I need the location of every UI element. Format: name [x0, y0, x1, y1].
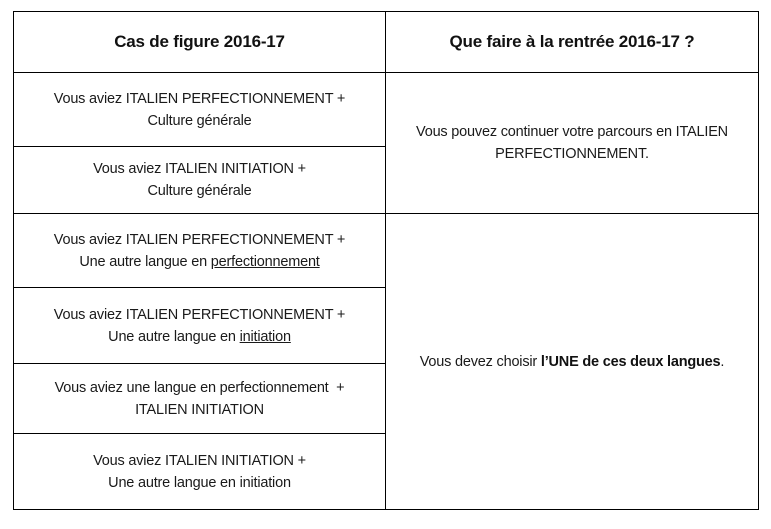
- case-cell-4: [14, 288, 386, 364]
- answer-cell-choose: [386, 214, 759, 510]
- case-3-line-2-underlined: perfectionnement: [210, 253, 320, 270]
- table-row: [14, 73, 759, 147]
- case-1-line-2: [20, 110, 379, 132]
- case-5-line-2-text: ITALIEN INITIATION: [135, 401, 264, 418]
- case-3-line-2-text: Une autre langue en: [79, 253, 211, 270]
- case-cell-5: [14, 364, 386, 434]
- case-1-line-2-text: Culture générale: [147, 112, 252, 129]
- case-2-line-2-text: Culture générale: [147, 183, 252, 199]
- answer-2-prefix: Vous devez choisir: [419, 353, 541, 370]
- case-2-line-2: [20, 180, 379, 202]
- answer-2-suffix: .: [720, 353, 725, 370]
- case-5-line-1: Vous aviez une langue en perfectionnement +: [54, 379, 345, 396]
- header-cell-cas-de-figure: Cas de figure 2016-17: [14, 12, 386, 73]
- header-row: [14, 12, 759, 73]
- answer-cell-continue: [386, 73, 759, 214]
- case-3-line-1: Vous aviez ITALIEN PERFECTIONNEMENT +: [53, 231, 346, 248]
- case-5-line-2: [20, 399, 379, 421]
- answer-2-line: [392, 351, 752, 373]
- case-cell-1: [14, 73, 386, 147]
- case-2-line-1: Vous aviez ITALIEN INITIATION +: [93, 161, 306, 177]
- case-3-line-2: [20, 251, 379, 273]
- case-cell-2: [14, 147, 386, 214]
- case-4-line-2: [20, 326, 379, 348]
- case-6-line-1: Vous aviez ITALIEN INITIATION +: [93, 452, 306, 469]
- answer-2-bold: l’UNE de ces deux langues: [540, 353, 721, 370]
- decision-table: [13, 11, 759, 510]
- case-4-line-2-text: Une autre langue en: [108, 328, 240, 345]
- case-6-line-2-text: Une autre langue en initiation: [108, 474, 291, 491]
- case-1-line-1: Vous aviez ITALIEN PERFECTIONNEMENT +: [53, 90, 346, 107]
- case-cell-3: [14, 214, 386, 288]
- case-cell-6: [14, 434, 386, 510]
- case-4-line-1: Vous aviez ITALIEN PERFECTIONNEMENT +: [53, 306, 346, 323]
- answer-1-line-2: PERFECTIONNEMENT.: [495, 146, 649, 162]
- header-cell-que-faire: Que faire à la rentrée 2016-17 ?: [386, 12, 759, 73]
- case-6-line-2: [20, 472, 379, 494]
- case-4-line-2-underlined: initiation: [239, 328, 291, 345]
- answer-1-line-1: Vous pouvez continuer votre parcours en ITALIEN: [416, 124, 728, 140]
- table-row: [14, 214, 759, 288]
